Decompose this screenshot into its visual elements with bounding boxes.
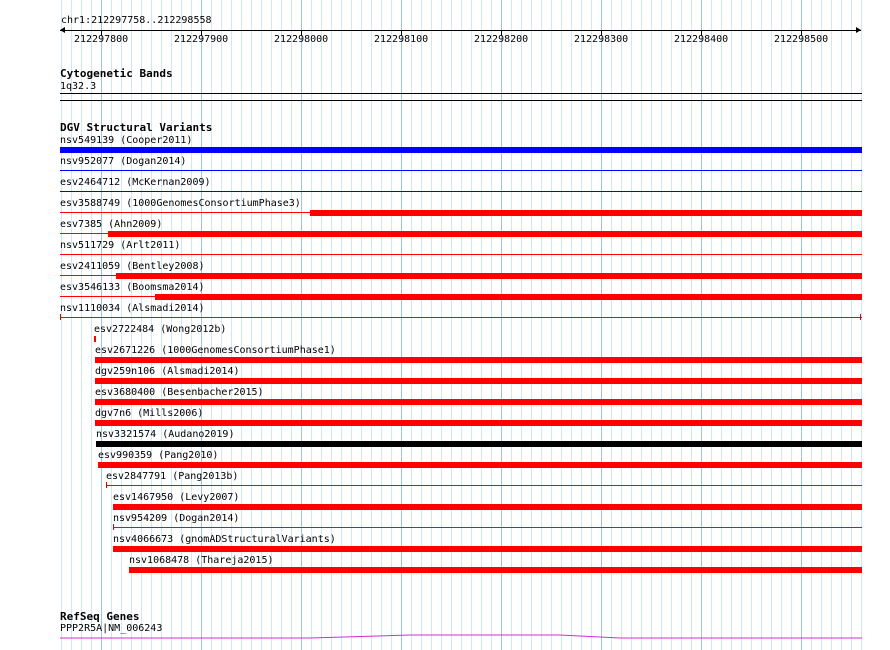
variant-label[interactable]: nsv3321574 (Audano2019) [96, 429, 235, 440]
variant-end-tick [113, 524, 114, 530]
cytoband-bar[interactable] [60, 93, 862, 94]
variant-bar[interactable] [116, 273, 862, 279]
variant-end-tick [106, 482, 107, 488]
ruler-tick-label: 212298000 [274, 34, 329, 45]
scroll-right-arrow-icon[interactable] [856, 27, 861, 33]
variant-label[interactable]: esv7385 (Ahn2009) [60, 219, 163, 230]
variant-line[interactable] [60, 191, 862, 192]
variant-bar[interactable] [98, 462, 862, 468]
variant-label[interactable]: nsv4066673 (gnomADStructuralVariants) [113, 534, 336, 545]
variant-label[interactable]: esv3546133 (Boomsma2014) [60, 282, 205, 293]
ruler-tick-label: 212298300 [574, 34, 629, 45]
variant-end-tick [60, 314, 61, 320]
variant-label[interactable]: dgv7n6 (Mills2006) [95, 408, 204, 419]
cytoband-track-title[interactable]: Cytogenetic Bands [60, 67, 173, 80]
variant-label[interactable]: nsv1110034 (Alsmadi2014) [60, 303, 205, 314]
variant-bar[interactable] [95, 378, 862, 384]
variant-line[interactable] [60, 170, 862, 171]
dgv-track-title[interactable]: DGV Structural Variants [60, 121, 213, 134]
refseq-track-title[interactable]: RefSeq Genes [60, 610, 140, 623]
variant-label[interactable]: esv2411059 (Bentley2008) [60, 261, 205, 272]
variant-end-tick [860, 314, 861, 320]
ruler-tick-label: 212297800 [74, 34, 129, 45]
ruler-tick-label: 212298500 [774, 34, 829, 45]
variant-bar[interactable] [155, 294, 862, 300]
ruler-axis [60, 30, 861, 31]
gene-model-line[interactable] [60, 632, 862, 640]
variant-label[interactable]: esv1467950 (Levy2007) [113, 492, 240, 503]
scroll-left-arrow-icon[interactable] [60, 27, 65, 33]
variant-bar[interactable] [95, 399, 862, 405]
variant-line[interactable] [106, 485, 862, 486]
ruler-tick-label: 212298200 [474, 34, 529, 45]
variant-label[interactable]: esv2671226 (1000GenomesConsortiumPhase1) [95, 345, 336, 356]
cytoband-label[interactable]: 1q32.3 [60, 81, 97, 92]
variant-bar[interactable] [96, 441, 862, 447]
variant-bar[interactable] [95, 420, 862, 426]
variant-label[interactable]: nsv511729 (Arlt2011) [60, 240, 181, 251]
variant-label[interactable]: nsv1068478 (Thareja2015) [129, 555, 274, 566]
variant-label[interactable]: esv2847791 (Pang2013b) [106, 471, 239, 482]
track-separator [60, 100, 862, 101]
gene-label[interactable]: PPP2R5A|NM_006243 [60, 623, 163, 634]
variant-bar[interactable] [129, 567, 862, 573]
ruler-tick-label: 212298100 [374, 34, 429, 45]
coordinate-range-label: chr1:212297758..212298558 [61, 15, 212, 26]
variant-bar[interactable] [94, 336, 96, 342]
variant-label[interactable]: esv3588749 (1000GenomesConsortiumPhase3) [60, 198, 301, 209]
variant-label[interactable]: dgv259n106 (Alsmadi2014) [95, 366, 240, 377]
variant-label[interactable]: esv3680400 (Besenbacher2015) [95, 387, 264, 398]
variant-bar[interactable] [95, 357, 862, 363]
ruler-tick-label: 212298400 [674, 34, 729, 45]
variant-bar[interactable] [108, 231, 862, 237]
variant-label[interactable]: nsv954209 (Dogan2014) [113, 513, 240, 524]
variant-line[interactable] [60, 317, 862, 318]
variant-bar[interactable] [113, 546, 862, 552]
variant-line[interactable] [60, 254, 862, 255]
variant-bar[interactable] [310, 210, 862, 216]
variant-bar[interactable] [113, 504, 862, 510]
variant-bar[interactable] [60, 147, 862, 153]
variant-line[interactable] [113, 527, 862, 528]
variant-label[interactable]: esv2722484 (Wong2012b) [94, 324, 227, 335]
variant-label[interactable]: esv990359 (Pang2010) [98, 450, 219, 461]
variant-label[interactable]: esv2464712 (McKernan2009) [60, 177, 211, 188]
ruler-tick-label: 212297900 [174, 34, 229, 45]
variant-label[interactable]: nsv952077 (Dogan2014) [60, 156, 187, 167]
variant-label[interactable]: nsv549139 (Cooper2011) [60, 135, 193, 146]
